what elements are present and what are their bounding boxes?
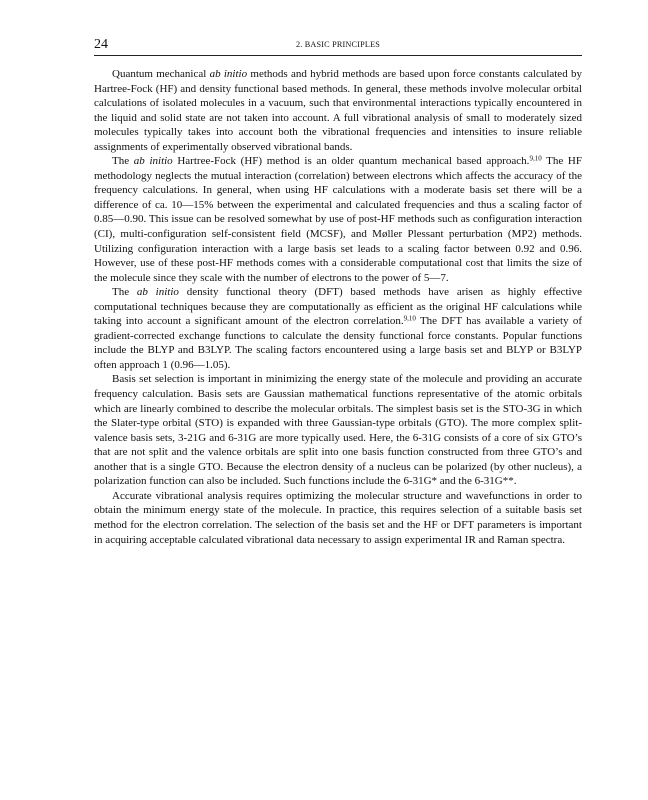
text-run: Hartree-Fock (HF) method is an older quantum mechanical based approach.: [172, 155, 530, 168]
text-run: The HF methodology neglects the mutual interaction (correlation) between electrons which affects the accuracy of the frequency calculations. In general, when using HF calculations with a moderate basis set there will be a difference of ca. 10—15% between the experimental and calculated frequencies and thus a scaling factor of 0.85—0.90. This issue can be resolved somewhat by use of post-HF methods such as configuration interaction (CI), multi-configuration self-consistent field (MCSF), and Møller Plessant perturbation (MP2) methods. Utilizing configuration interaction with a large basis set leads to a scaling factor between 0.92 and 0.96. However, use of these post-HF methods comes with a considerable computational cost that limits the size of the molecule since they scale with the number of electrons to the power of 5—7.: [94, 155, 582, 284]
italic-term: ab initio: [209, 68, 248, 80]
italic-term: ab initio: [136, 286, 179, 299]
citation-ref: 9,10: [403, 314, 416, 323]
body-text: [94, 67, 582, 547]
paragraph: [94, 489, 582, 547]
page-number: 24: [94, 37, 108, 52]
citation-ref: 9,10: [529, 154, 542, 163]
text-run: The: [112, 155, 134, 168]
text-run: density functional theory (DFT) based methods have arisen as highly effective computational techniques because they are computationally as efficient as the original HF calculations while taking into account a significant amount of the electron correlation.: [94, 286, 582, 328]
paragraph: [94, 154, 582, 285]
paragraph: [94, 67, 582, 154]
running-head: 2. BASIC PRINCIPLES: [295, 40, 381, 49]
text-run: The: [112, 286, 137, 299]
paragraph: [94, 285, 582, 372]
text-run: Basis set selection is important in minimizing the energy state of the molecule and providing an accurate frequency calculation. Basis sets are Gaussian mathematical functions representative of the atomic orbitals which are linearly combined to describe the molecular orbitals. The simplest basis set is the STO-3G in which the Slater-type orbital (STO) is expanded with three Gaussian-type orbitals (GTO). The more complex split-valence basis sets, 3-21G and 6-31G are more typically used. Here, the 6-31G consists of a core of six GTO’s that are not split and the valence orbitals are split into one basis function constructed from three GTO’s and another that is a single GTO. Because the electron density of a nucleus can be polarized (by other nucleus), a polarization function can also be included. Such functions include the 6-31G* and the 6-31G**.: [94, 373, 582, 488]
text-run: The DFT has available a variety of gradient-corrected exchange functions to calculate the density functional force constants. Popular functions include the BLYP and B3LYP. The scaling factors encountered using a large basis set and BLYP or B3LYP often approach 1 (0.96—1.05).: [94, 315, 582, 371]
paragraph: [94, 372, 582, 488]
text-run: Accurate vibrational analysis requires optimizing the molecular structure and wavefunctions in order to obtain the minimum energy state of the molecule. In practice, this requires selection of a suitable basis set method for the electron correlation. The selection of the basis set and the HF or DFT parameters is important in acquiring acceptable calculated vibrational data necessary to assign experimental IR and Raman spectra.: [94, 489, 582, 546]
italic-term: ab initio: [133, 155, 173, 168]
page-header: [94, 37, 582, 56]
text-run: methods and hybrid methods are based upon force constants calculated by Hartree-Fock (HF) and density functional based methods. In general, these methods involve molecular orbital calculations of isolated molecules in a vacuum, such that environmental interactions typically encountered in the liquid and solid state are not taken into account. A full vibrational analysis of small to moderately sized molecules typically takes into account both the vibrational frequencies and intensities to insure reliable assignments of experimentally observed vibrational bands.: [94, 68, 582, 153]
text-run: Quantum mechanical: [112, 68, 210, 80]
